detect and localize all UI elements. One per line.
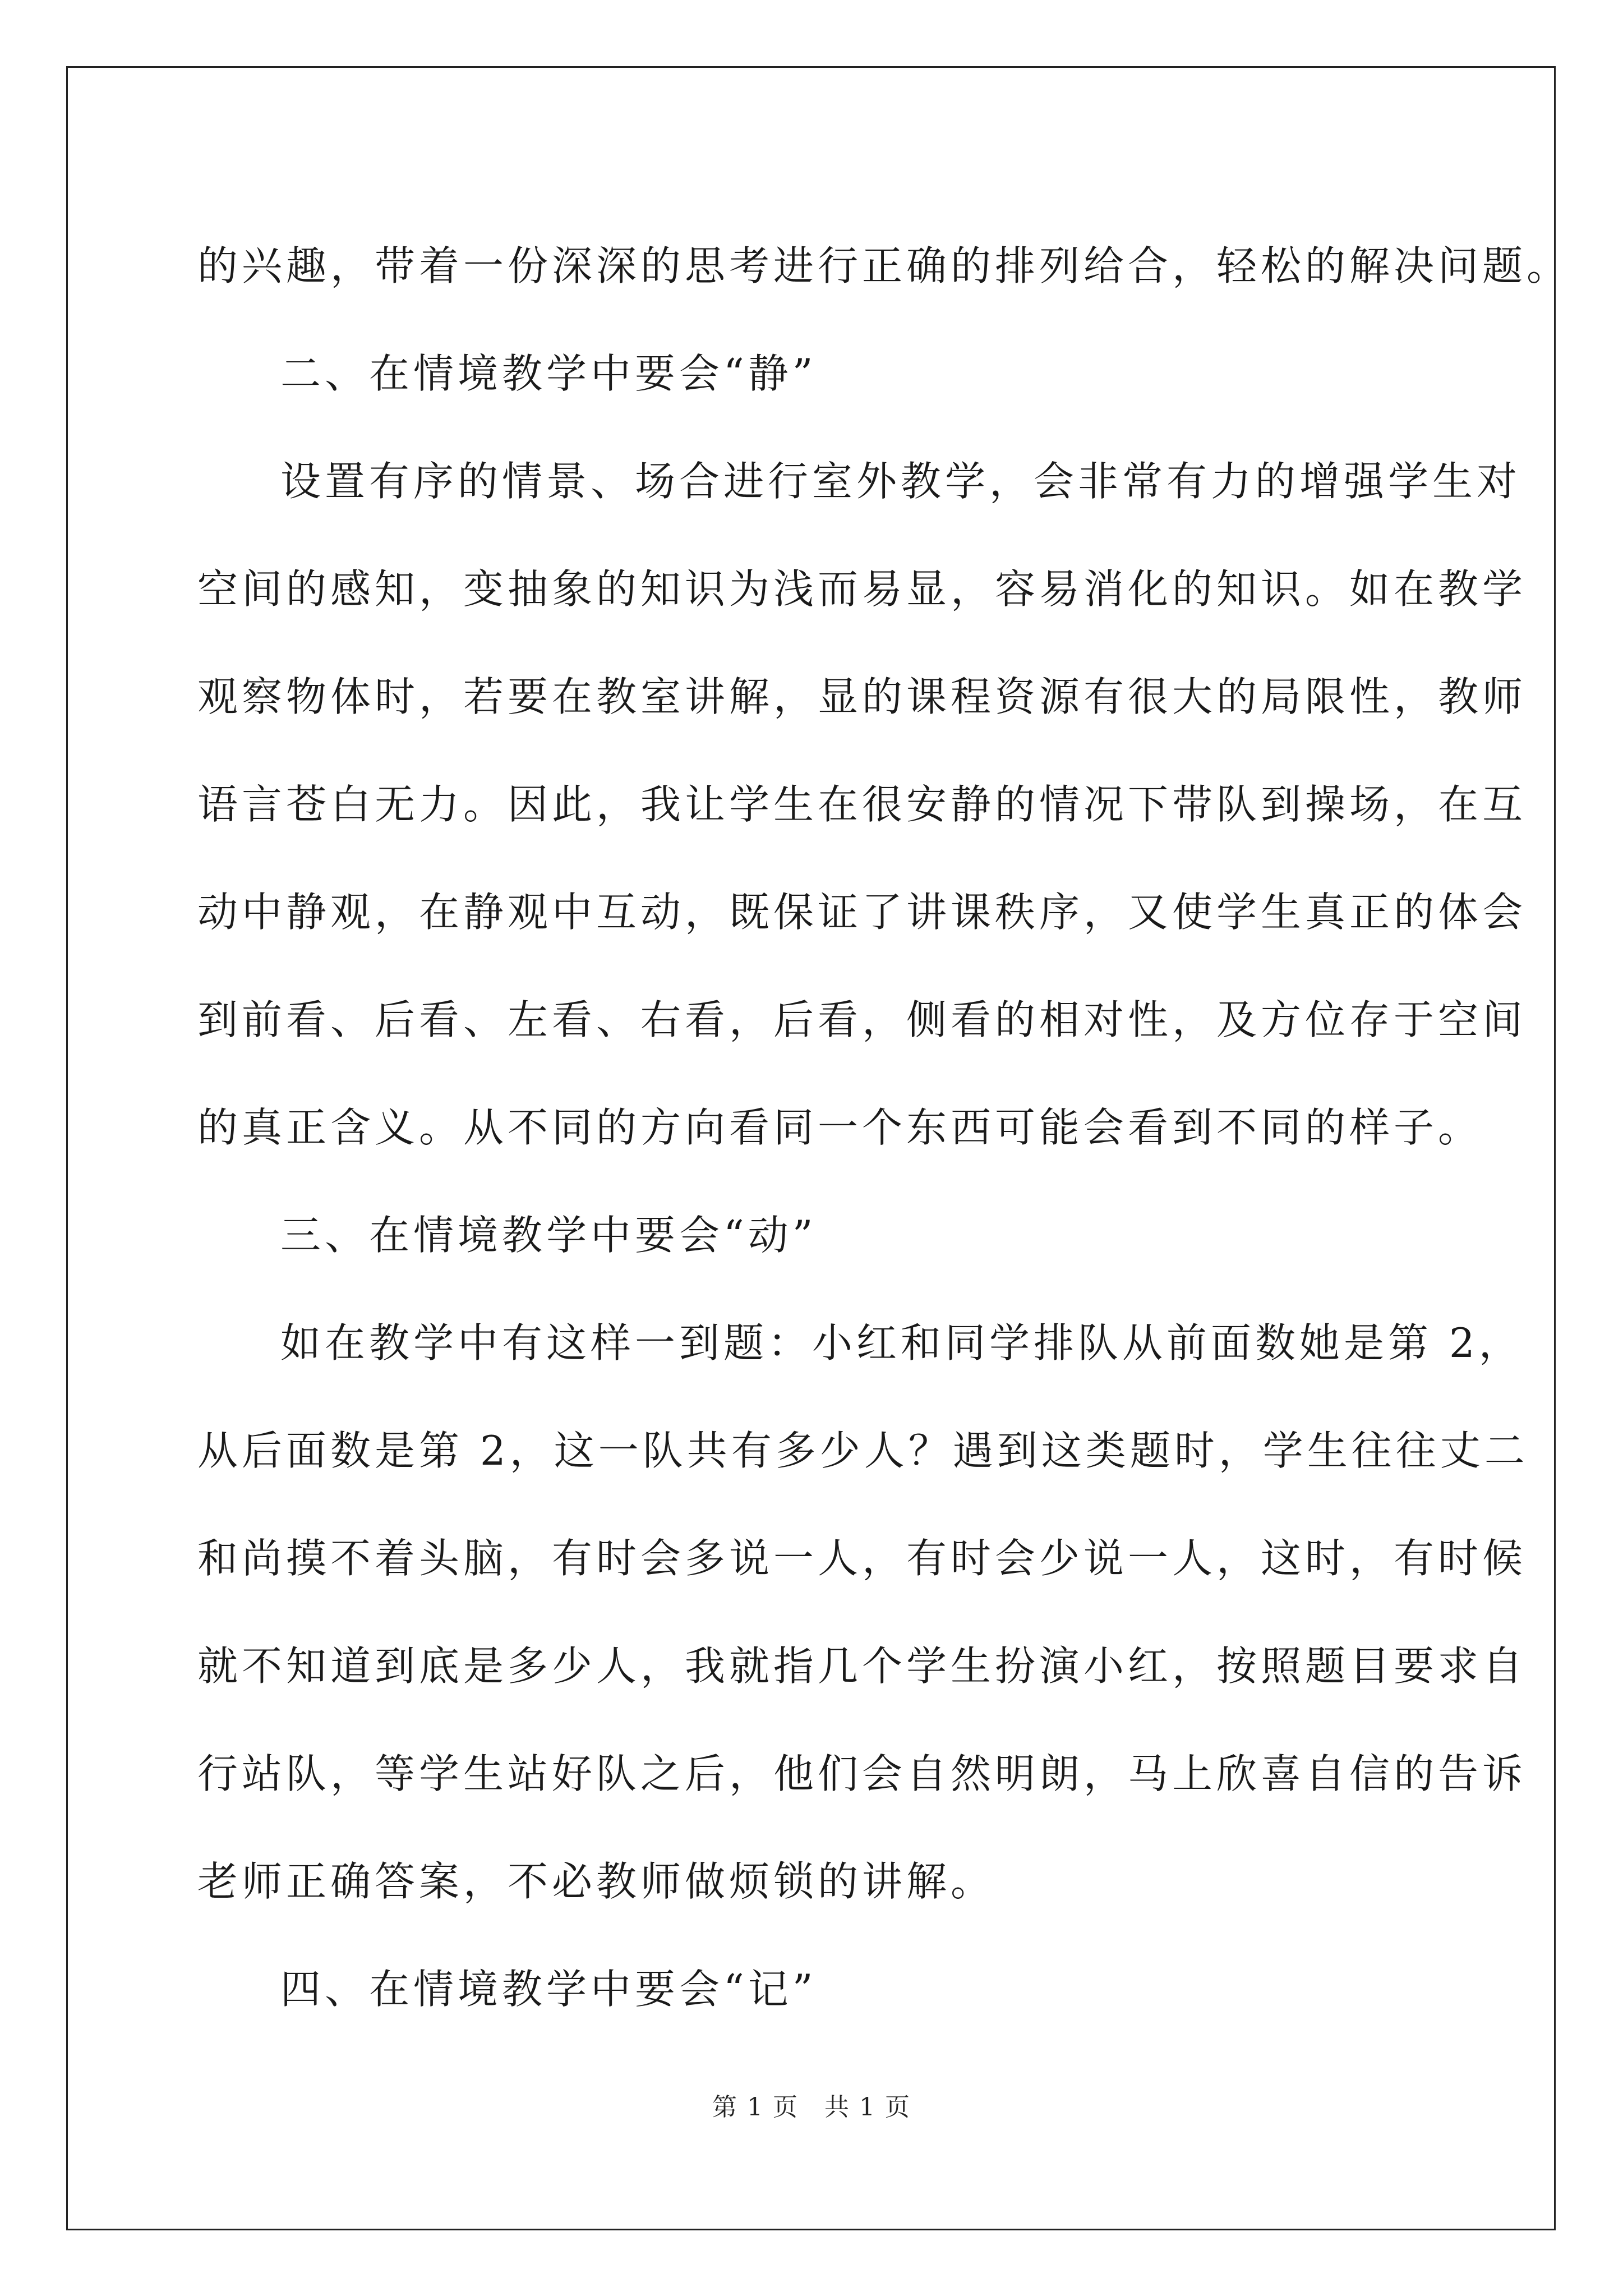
paragraph-line: 老师正确答案，不必教师做烦锁的讲解。 [197, 1858, 995, 1905]
paragraph-line: 从后面数是第 2，这一队共有多少人？遇到这类题时，学生往往丈二 [197, 1427, 1529, 1474]
paragraph-line: 的兴趣，带着一份深深的思考进行正确的排列给合，轻松的解决问题。 [197, 242, 1571, 289]
section-heading: 二、在情境教学中要会“静” [280, 350, 817, 397]
paragraph-line: 的真正含义。从不同的方向看同一个东西可能会看到不同的样子。 [197, 1104, 1483, 1151]
paragraph-line: 设置有序的情景、场合进行室外教学，会非常有力的增强学生对 [280, 458, 1521, 505]
paragraph-line: 到前看、后看、左看、右看，后看，侧看的相对性，及方位存于空间 [197, 996, 1527, 1043]
paragraph-line: 就不知道到底是多少人，我就指几个学生扮演小红，按照题目要求自 [197, 1642, 1527, 1690]
paragraph-line: 动中静观，在静观中互动，既保证了讲课秩序，又使学生真正的体会 [197, 889, 1527, 936]
page-number-footer: 第 1 页 共 1 页 [712, 2093, 911, 2122]
paragraph-line: 和尚摸不着头脑，有时会多说一人，有时会少说一人，这时，有时候 [197, 1535, 1527, 1582]
paragraph-line: 行站队，等学生站好队之后，他们会自然明朗，马上欣喜自信的告诉 [197, 1750, 1527, 1797]
paragraph-line: 空间的感知，变抽象的知识为浅而易显，容易消化的知识。如在教学 [197, 565, 1527, 613]
document-body [197, 212, 1571, 2043]
paragraph-line: 观察物体时，若要在教室讲解，显的课程资源有很大的局限性，教师 [197, 673, 1527, 720]
paragraph-line: 语言苍白无力。因此，我让学生在很安静的情况下带队到操场，在互 [197, 781, 1527, 828]
section-heading: 四、在情境教学中要会“记” [280, 1966, 817, 2013]
section-heading: 三、在情境教学中要会“动” [280, 1212, 817, 1259]
paragraph-line: 如在教学中有这样一到题：小红和同学排队从前面数她是第 2， [280, 1319, 1523, 1366]
